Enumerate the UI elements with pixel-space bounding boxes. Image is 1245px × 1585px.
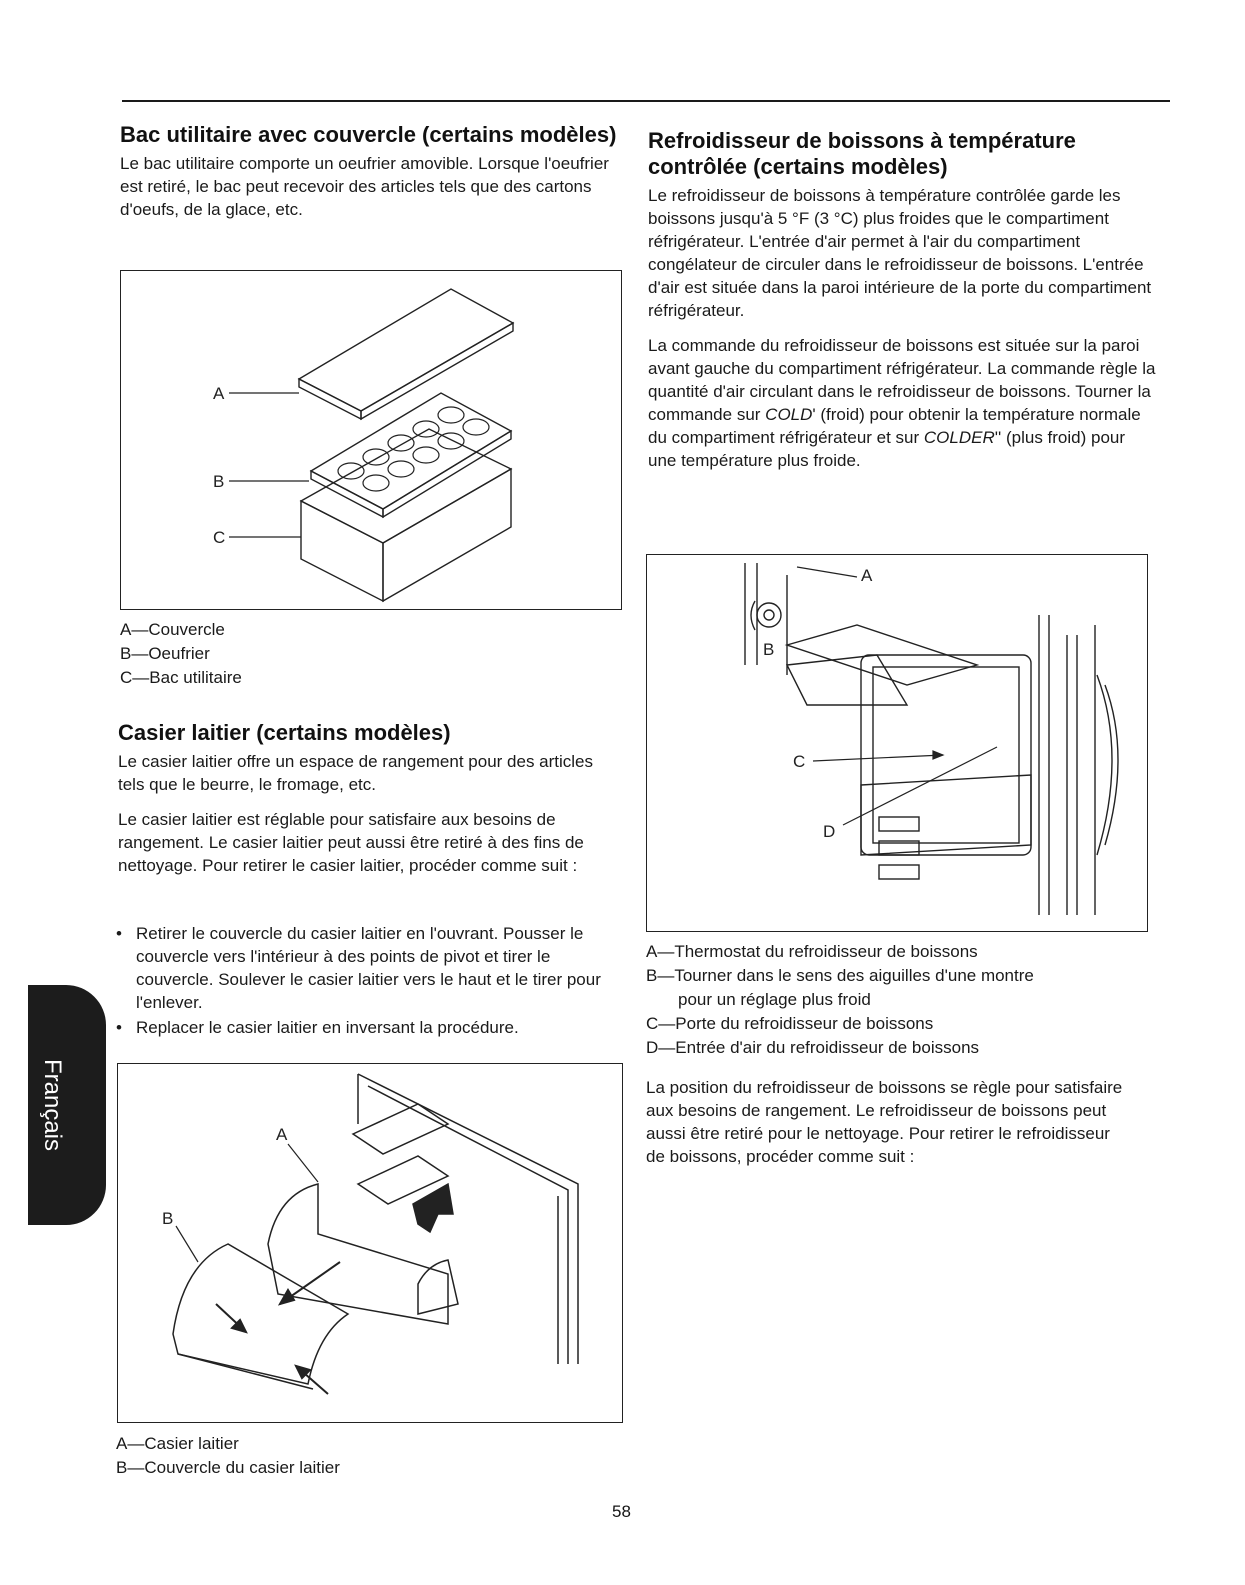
figure-label-b: B xyxy=(162,1209,174,1228)
bullet-item-1 xyxy=(116,922,616,1018)
caption-b: B—Oeufrier xyxy=(120,644,210,663)
dairy-bin-paragraph-2: Le casier laitier est réglable pour satisfaire aux besoins de rangement. Le casier laitier peut aussi être retiré à des fins de nettoyage. Pour retirer le casier laitier, procéder comme suit : xyxy=(118,810,584,875)
beverage-chiller-removal xyxy=(646,1076,1126,1168)
beverage-chiller-illustration xyxy=(647,555,1147,931)
page-number: 58 xyxy=(612,1502,631,1521)
caption-b: B—Tourner dans le sens des aiguilles d'une montre xyxy=(646,966,1034,985)
section-utility-bin xyxy=(120,122,620,221)
caption-c: C—Porte du refroidisseur de boissons xyxy=(646,1014,934,1033)
dairy-bin-illustration xyxy=(118,1064,622,1422)
bullet-text: Replacer le casier laitier en inversant la procédure. xyxy=(136,1018,519,1037)
section-title-utility-bin: Bac utilitaire avec couvercle (certains modèles) xyxy=(120,122,617,147)
section-dairy-bin xyxy=(118,720,618,877)
cold-setting: COLD xyxy=(765,405,813,424)
section-title-beverage-chiller: Refroidisseur de boissons à température contrôlée (certains modèles) xyxy=(648,128,1076,179)
dairy-bin-paragraph-1: Le casier laitier offre un espace de rangement pour des articles tels que le beurre, le fromage, etc. xyxy=(118,752,594,794)
utility-bin-figure xyxy=(120,270,622,610)
beverage-chiller-figure xyxy=(646,554,1148,932)
dairy-bin-captions xyxy=(116,1432,340,1480)
text-run: La commande du refroidisseur de boissons est située sur la paroi avant gauche du compartiment réfrigérateur. La commande règle la quantité d'air circulant dans le refroidisseur de boissons. Tourner la commande sur xyxy=(648,336,1156,424)
caption-b-continued: pour un réglage plus froid xyxy=(678,990,871,1009)
caption-a: A—Thermostat du refroidisseur de boissons xyxy=(646,942,978,961)
text-run: ' (froid) pour obtenir la température normale du compartiment réfrigérateur et sur xyxy=(648,405,1141,447)
text-run: '' (plus froid) pour une température plus froide. xyxy=(648,428,1126,470)
caption-a: A—Couvercle xyxy=(120,620,225,639)
caption-d: D—Entrée d'air du refroidisseur de boissons xyxy=(646,1038,980,1057)
dairy-bin-figure xyxy=(117,1063,623,1423)
colder-setting: COLDER xyxy=(923,428,995,447)
figure-label-c: C xyxy=(793,752,806,771)
bullet-text: Retirer le couvercle du casier laitier en l'ouvrant. Pousser le couvercle vers l'intérieur à des points de pivot et tirer le couvercle. Soulever le casier laitier vers le haut et le tirer pour l'enlever. xyxy=(136,924,601,1012)
beverage-chiller-paragraph-1: Le refroidisseur de boissons à température contrôlée garde les boissons jusqu'à 5 °F (3 °C) plus froides que le compartiment réfrigérateur. L'entrée d'air permet à l'air du compartiment congélateur de circuler dans le refroidisseur de boissons. L'entrée d'air est située dans la paroi intérieure de la porte du compartiment réfrigérateur. xyxy=(648,186,1152,320)
figure-label-b: B xyxy=(213,472,225,491)
top-rule xyxy=(122,100,1170,102)
caption-a: A—Casier laitier xyxy=(116,1434,239,1453)
beverage-chiller-paragraph-3: La position du refroidisseur de boissons se règle pour satisfaire aux besoins de rangement. Le refroidisseur de boissons peut aussi être retiré pour le nettoyage. Pour retirer le refroidisseur de boissons, procéder comme suit : xyxy=(646,1078,1123,1166)
figure-label-a: A xyxy=(276,1125,288,1144)
beverage-chiller-captions xyxy=(646,940,1034,1060)
bullet-dot: • xyxy=(116,924,122,943)
figure-label-b: B xyxy=(763,640,775,659)
bullet-item-2 xyxy=(116,1016,616,1042)
utility-bin-paragraph: Le bac utilitaire comporte un oeufrier amovible. Lorsque l'oeufrier est retiré, le bac peut recevoir des articles tels que des cartons d'oeufs, de la glace, etc. xyxy=(120,154,609,219)
figure-label-d: D xyxy=(823,822,836,841)
utility-bin-captions xyxy=(120,618,242,690)
language-tab-label: Français xyxy=(39,1058,66,1152)
figure-label-a: A xyxy=(213,384,225,403)
utility-bin-illustration xyxy=(121,271,621,609)
section-beverage-chiller xyxy=(648,128,1158,472)
figure-label-c: C xyxy=(213,528,226,547)
beverage-chiller-paragraph-2 xyxy=(648,334,1158,472)
caption-c: C—Bac utilitaire xyxy=(120,668,242,687)
bullet-dot: • xyxy=(116,1018,122,1037)
section-title-dairy-bin: Casier laitier (certains modèles) xyxy=(118,720,451,745)
figure-label-a: A xyxy=(861,566,873,585)
caption-b: B—Couvercle du casier laitier xyxy=(116,1458,340,1477)
